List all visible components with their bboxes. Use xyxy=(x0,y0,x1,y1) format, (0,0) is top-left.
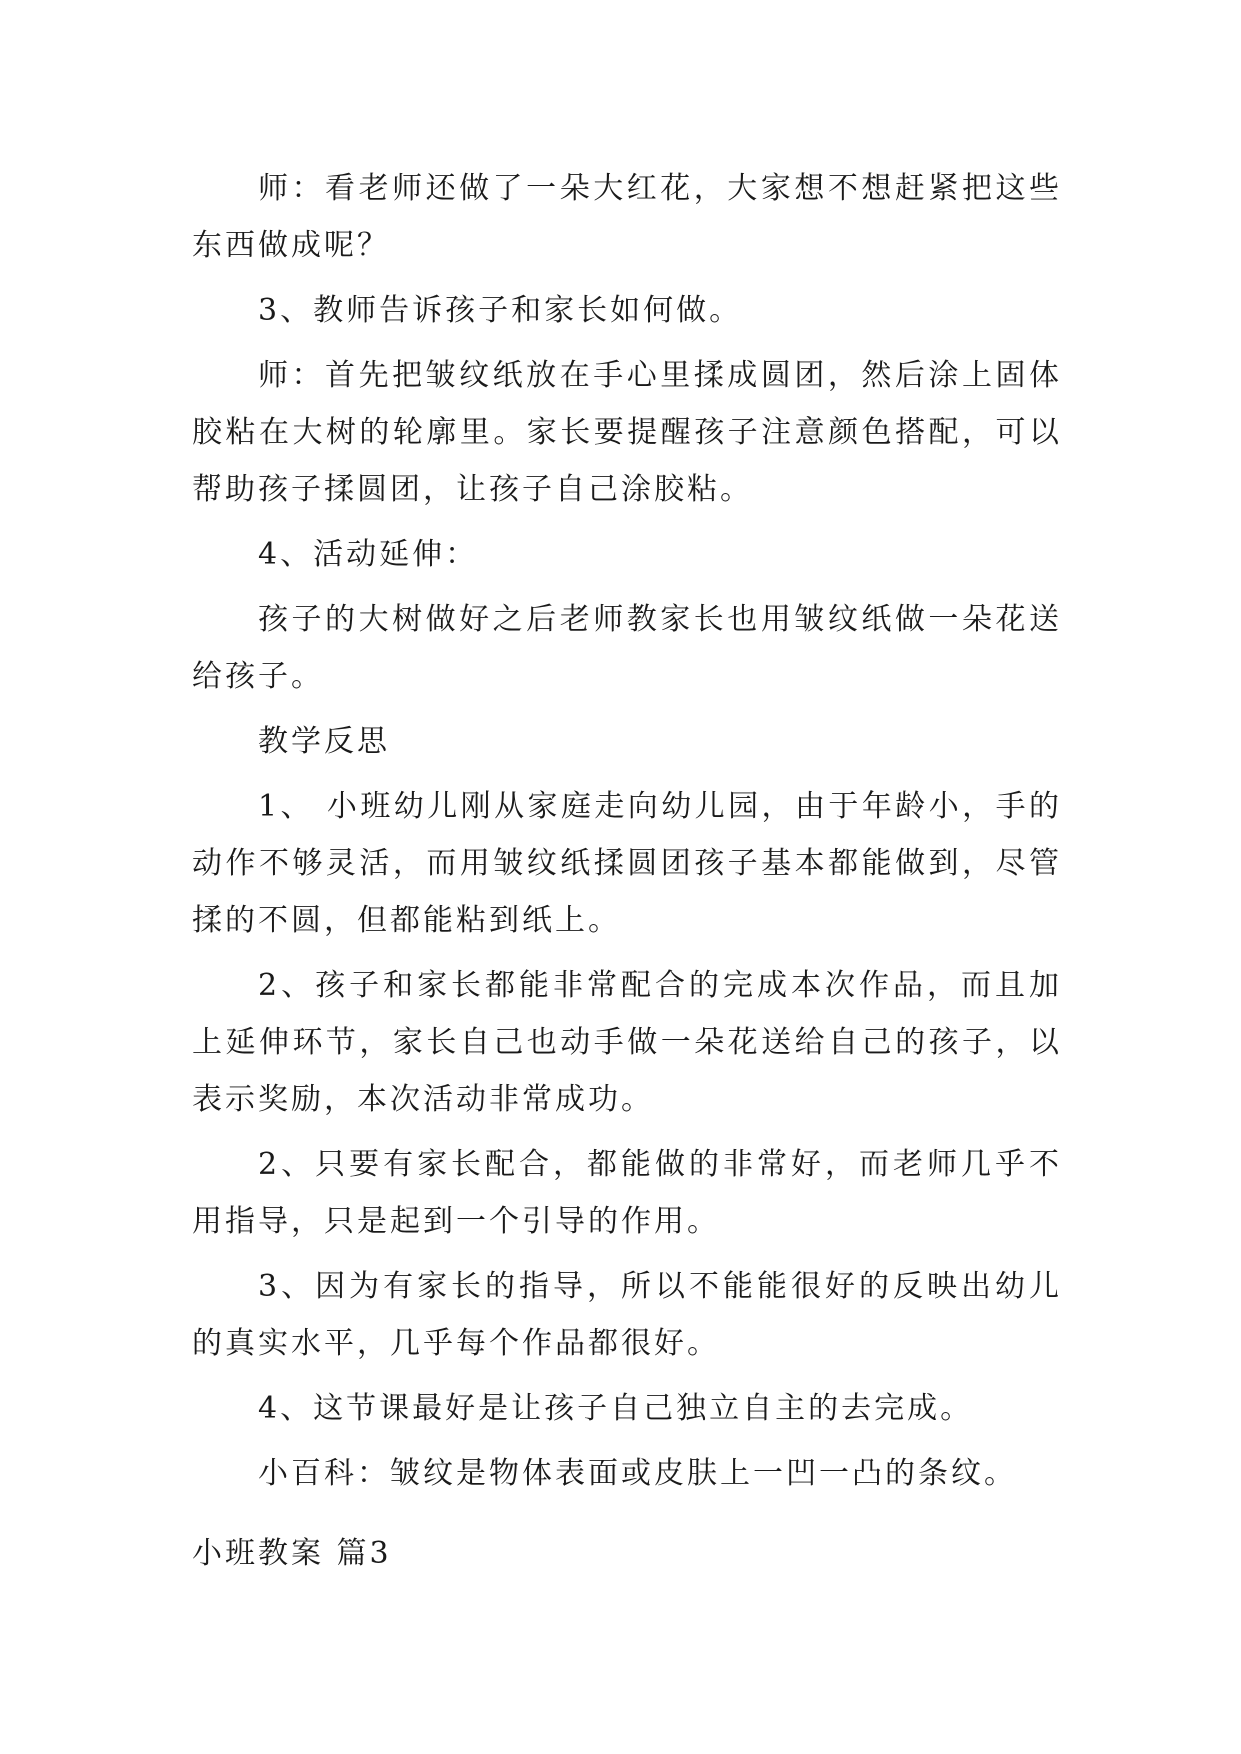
paragraph-step-4: 4、活动延伸： xyxy=(258,537,479,572)
paragraph-reflection-2: 2、孩子和家长都能非常配合的完成本次作品，而且加上延伸环节，家长自己也动手做一朵花送给自己的孩子，以表示奖励，本次活动非常成功。 xyxy=(192,968,1062,1117)
paragraph-step-3: 3、教师告诉孩子和家长如何做。 xyxy=(258,293,743,328)
document-body xyxy=(192,160,1062,1510)
paragraph-reflection-4: 4、这节课最好是让孩子自己独立自主的去完成。 xyxy=(258,1391,974,1426)
paragraph-extension: 孩子的大树做好之后老师教家长也用皱纹纸做一朵花送给孩子。 xyxy=(192,602,1062,694)
paragraph-reflection-2b: 2、只要有家长配合，都能做的非常好，而老师几乎不用指导，只是起到一个引导的作用。 xyxy=(192,1147,1062,1239)
paragraph-teacher-instructions: 师：首先把皱纹纸放在手心里揉成圆团，然后涂上固体胶粘在大树的轮廓里。家长要提醒孩子注意颜色搭配，可以帮助孩子揉圆团，让孩子自己涂胶粘。 xyxy=(192,358,1062,507)
paragraph-encyclopedia: 小百科：皱纹是物体表面或皮肤上一凹一凸的条纹。 xyxy=(258,1456,1017,1491)
paragraph-reflection-1: 1、 小班幼儿刚从家庭走向幼儿园，由于年龄小，手的动作不够灵活，而用皱纹纸揉圆团孩子基本都能做到，尽管揉的不圆，但都能粘到纸上。 xyxy=(192,789,1062,938)
heading-teaching-reflection: 教学反思 xyxy=(258,724,390,759)
section-title: 小班教案 篇3 xyxy=(192,1536,392,1571)
paragraph-teacher-red-flower: 师：看老师还做了一朵大红花，大家想不想赶紧把这些东西做成呢？ xyxy=(192,171,1062,263)
paragraph-reflection-3: 3、因为有家长的指导，所以不能能很好的反映出幼儿的真实水平，几乎每个作品都很好。 xyxy=(192,1269,1062,1361)
